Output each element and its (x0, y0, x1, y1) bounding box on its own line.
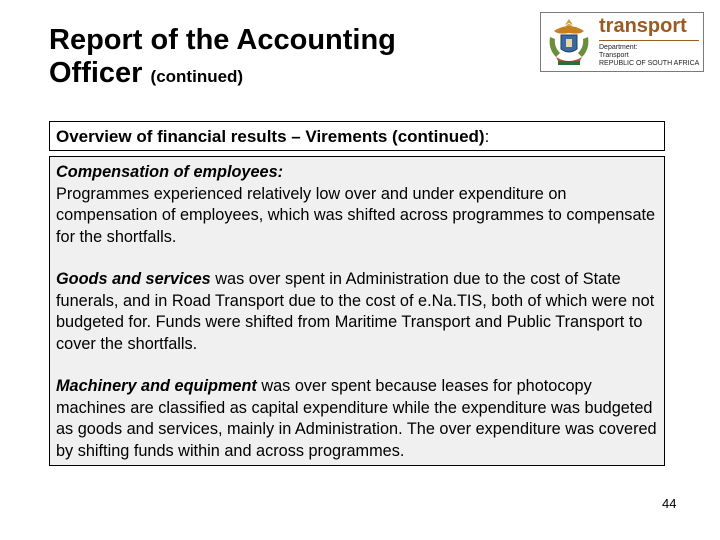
paragraph-lead: Goods and services (56, 270, 211, 288)
title-line-1: Report of the Accounting (49, 24, 396, 56)
coat-of-arms-icon (544, 15, 594, 69)
paragraph-compensation (56, 162, 664, 248)
paragraph-lead: Compensation of employees: (56, 163, 284, 181)
logo-line-transport: Transport (599, 52, 629, 59)
transport-logo (540, 12, 704, 72)
section-heading-text: Overview of financial results – Virements (continued) (56, 127, 485, 146)
paragraph-text: Programmes experienced relatively low over and under expenditure on compensation of employees, which was shifted across programmes to compensate for the shortfalls. (56, 184, 656, 246)
logo-line-department: Department: (599, 44, 638, 51)
paragraph-text: was over spent in Administration due to the cost of State funerals, and in Road Transport due to the cost of e.Na.TIS, both of which were not budgeted for. Funds were shifted from Maritime Transport and Public Transport to cover the shortfalls. (56, 270, 655, 353)
title-line-2: Officer (49, 57, 143, 89)
logo-brand: transport (599, 15, 687, 37)
logo-line-country: REPUBLIC OF SOUTH AFRICA (599, 60, 700, 67)
paragraph-text: was over spent because leases for photocopy machines are classified as capital expenditure while the expenditure was budgeted as goods and services, mainly in Administration. The over expenditure was covered by shifting funds within and across programmes. (56, 377, 657, 460)
paragraph-goods-services (56, 269, 664, 355)
logo-divider (599, 40, 699, 41)
section-heading (49, 121, 665, 151)
paragraph-lead: Machinery and equipment (56, 377, 257, 395)
title-suffix: (continued) (150, 67, 244, 86)
slide-title (49, 24, 509, 93)
page-number: 44 (662, 496, 677, 511)
section-heading-colon: : (484, 127, 490, 146)
content-box (49, 156, 665, 466)
paragraph-machinery (56, 376, 664, 462)
